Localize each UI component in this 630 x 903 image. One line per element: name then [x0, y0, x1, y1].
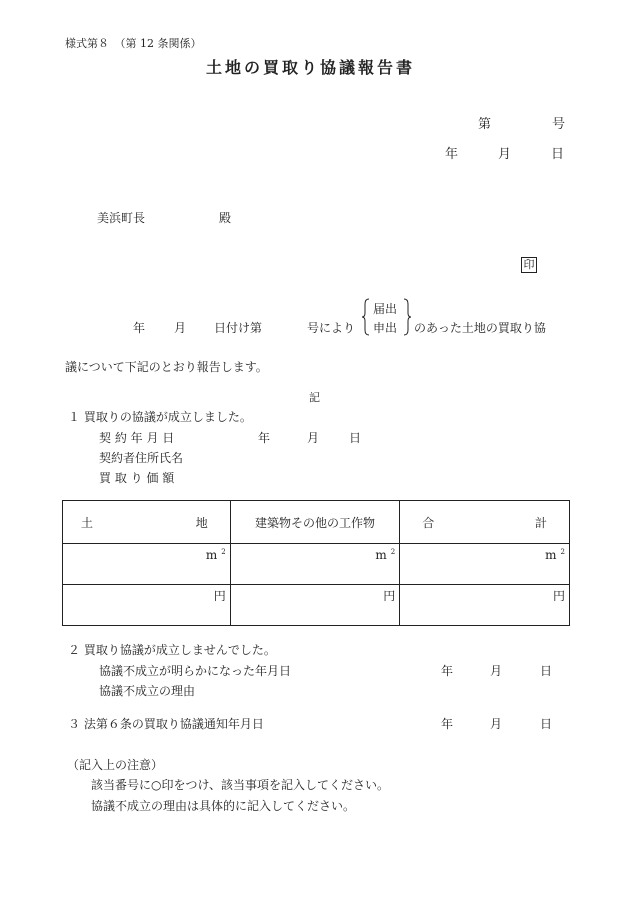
date-year: 年 [445, 147, 459, 162]
section3-heading: ３ 法第６条の買取り協議通知年月日 [68, 717, 264, 731]
contract-date-label: 契 約 年 月 日 [99, 431, 175, 445]
table-row-area [63, 544, 570, 585]
section2-reason-label: 協議不成立の理由 [99, 684, 196, 698]
ki-marker: 記 [309, 391, 320, 404]
header-land-char2: 地 [195, 515, 208, 530]
price-cell-building [230, 585, 400, 626]
area-unit: m [375, 548, 387, 562]
area-unit: m [545, 548, 557, 562]
section2-heading: ２ 買取り協議が成立しませんでした。 [68, 643, 276, 657]
intro-month: 月 [174, 321, 187, 335]
area-unit-sup: 2 [221, 548, 226, 556]
header-total [400, 501, 570, 544]
contractor-label: 契約者住所氏名 [99, 451, 184, 465]
header-land [63, 501, 231, 544]
date-month: 月 [498, 147, 512, 162]
doc-number-go: 号 [552, 117, 566, 132]
intro-option-moushide: 申出 [373, 321, 398, 335]
section3-date-month: 月 [490, 717, 503, 731]
price-cell-land [63, 585, 231, 626]
currency-unit: 円 [213, 589, 226, 603]
price-table [62, 500, 570, 626]
addressee-name: 美浜町長 [97, 211, 146, 225]
document-title: 土地の買取り協議報告書 [206, 58, 416, 77]
header-total-char1: 合 [422, 515, 435, 530]
note-item-1: 該当番号に○印をつけ、該当事項を記入してください。 [91, 778, 389, 792]
header-total-char2: 計 [534, 515, 547, 530]
doc-number-dai: 第 [478, 117, 492, 132]
section2-date-label: 協議不成立が明らかになった年月日 [99, 664, 292, 678]
section1-heading: １ 買取りの協議が成立しました。 [68, 410, 252, 424]
area-cell-total [400, 544, 570, 585]
intro-year: 年 [133, 321, 146, 335]
contract-date-month: 月 [307, 431, 320, 445]
form-label: 様式第８ （第 12 条関係） [65, 37, 202, 50]
intro-day-issued: 日付け第 [214, 321, 263, 335]
area-cell-building [230, 544, 400, 585]
header-land-char1: 土 [81, 515, 94, 530]
area-cell-land [63, 544, 231, 585]
section3-date-year: 年 [441, 717, 454, 731]
currency-unit: 円 [383, 589, 396, 603]
section3-date-day: 日 [540, 717, 553, 731]
section2-date-month: 月 [490, 664, 503, 678]
intro-option-todokede: 届出 [373, 302, 398, 316]
left-brace-icon [361, 298, 371, 336]
right-brace-icon [402, 298, 412, 336]
contract-date-year: 年 [258, 431, 271, 445]
section2-date-year: 年 [441, 664, 454, 678]
area-unit-sup: 2 [390, 548, 396, 556]
currency-unit: 円 [552, 589, 565, 603]
contract-date-day: 日 [349, 431, 362, 445]
area-unit-sup: 2 [560, 548, 565, 556]
date-day: 日 [551, 147, 565, 162]
intro-suffix: のあった土地の買取り協 [414, 321, 546, 335]
table-row-price [63, 585, 570, 626]
table-header-row [63, 501, 570, 544]
price-label: 買 取 り 価 額 [99, 471, 175, 485]
header-building: 建築物その他の工作物 [230, 501, 400, 544]
seal-mark-icon: 印 [521, 257, 537, 273]
section2-date-day: 日 [540, 664, 553, 678]
notes-heading: （記入上の注意） [67, 758, 164, 772]
price-cell-total [400, 585, 570, 626]
addressee-honorific: 殿 [219, 211, 232, 225]
intro-go-ni-yori: 号により [307, 321, 356, 335]
intro-continuation: 議について下記のとおり報告します。 [65, 360, 268, 374]
note-item-2: 協議不成立の理由は具体的に記入してください。 [91, 799, 356, 813]
area-unit: m [205, 548, 218, 562]
